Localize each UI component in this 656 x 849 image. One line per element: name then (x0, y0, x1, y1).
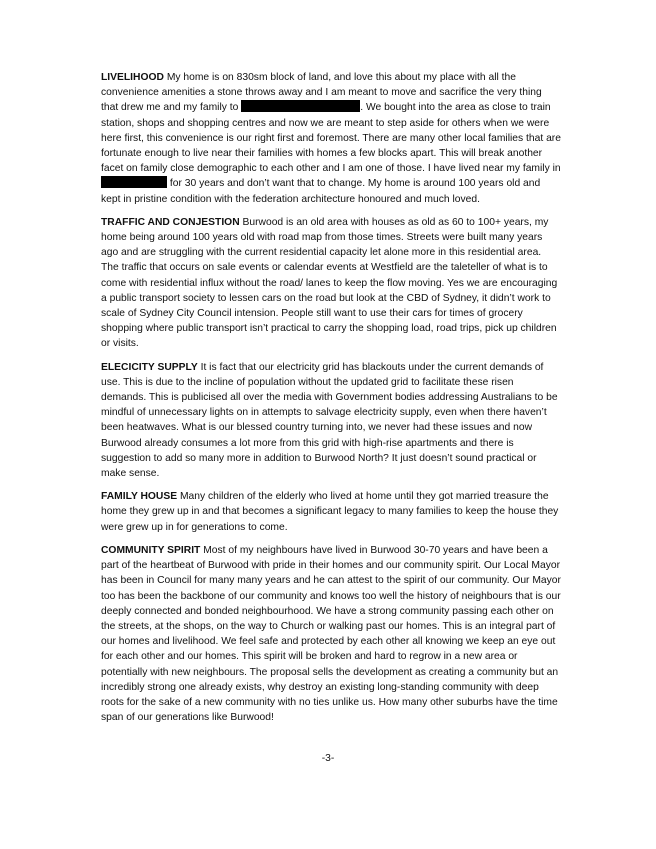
paragraph-heading: LIVELIHOOD (101, 72, 164, 83)
redaction-block (101, 176, 167, 188)
paragraph-family-house (101, 489, 561, 535)
paragraph-traffic (101, 215, 561, 352)
paragraph-text: Many children of the elderly who lived at home until they got married treasure the home they grew up in and that becomes a significant legacy to many families to keep the house they were grew up in for generations to come. (101, 491, 559, 533)
paragraph-livelihood (101, 70, 561, 207)
paragraph-text: . We bought into the area as close to train station, shops and shopping centres and now we are meant to step aside for others when we were here first, this convenience is our right first and foremost. There are many other local families that are fortunate enough to live near their families with homes a few blocks apart. This will break another facet on family close demographic to each other and I am one of those. I have lived near my family in (101, 102, 561, 175)
paragraph-heading: TRAFFIC AND CONJESTION (101, 216, 240, 228)
paragraph-text: My home is on 830sm block of land, and love this about my place with all the convenience amenities a stone throws away and I am meant to move and sacrifice the very thing that drew me and my family to (101, 72, 542, 114)
paragraph-community-spirit (101, 543, 561, 725)
paragraph-heading: ELECICITY SUPPLY (101, 361, 198, 373)
paragraph-heading: COMMUNITY SPIRIT (101, 544, 201, 556)
document-body (101, 70, 561, 733)
redaction-block (241, 100, 360, 112)
paragraph-text: Burwood is an old area with houses as old as 60 to 100+ years, my home being around 100 years old with road map from those times. Streets were built many years ago and are struggling with the current residential capacity let alone more in this residential area. The traffic that occurs on sale events or calendar events at Westfield are the taleteller of what is to come with residential influx without the road/ lanes to keep the flow moving. Yes we are encouraging a public transport society to lessen cars on the road but look at the CBD of Sydney, it didn’t work to scale of Sydney City Council intension. People still want to use their cars for times of grocery shopping where public transport isn’t practical to carry the shopping load, road trips, pick up children or visits. (101, 216, 558, 350)
page-number: -3- (321, 753, 335, 764)
paragraph-heading: FAMILY HOUSE (101, 491, 178, 503)
paragraph-text: for 30 years and don’t want that to change. My home is around 100 years old and kept in pristine condition with the federation architecture honoured and much loved. (101, 178, 541, 205)
paragraph-electricity (101, 360, 561, 482)
paragraph-text: It is fact that our electricity grid has blackouts under the current demands of use. This is due to the incline of population without the updated grid to facilitate these risen demands. This is publicised all over the media with Government bodies addressing Australians to be mindful of unnecessary lights on in attempts to salvage electricity supply, even when there haven’t been heatwaves. What is our blessed country turning into, we never had these issues and now Burwood already consumes a lot more from this grid with high-rise apartments and there is suggestion to add so many more in addition to Burwood North? It just doesn’t sound practical or make sense. (101, 361, 558, 480)
paragraph-text: Most of my neighbours have lived in Burwood 30-70 years and have been a part of the heartbeat of Burwood with pride in their homes and our community spirit. Our Local Mayor has been in Council for many many years and he can attest to the spirit of our community. Our Mayor too has been the backbone of our community and knows too well the history of neighbours that is our deeply connected and bonded neighbourhood. We have a strong community passing each other on the streets, at the shops, on the way to Church or walking past our homes. This is an integral part of our homes and livelihood. We feel safe and protected by each other all knowing we keep an eye out for each other and our homes. This spirit will be broken and hard to regrow in a new area or potentially with new neighbours. The proposal sells the development as creating a community but an incredibly strong one already exists, why destroy an existing long-standing community with deep roots for the sake of a new community with no ties unlike us. How many other suburbs have the time span of our generations like Burwood! (101, 544, 561, 724)
